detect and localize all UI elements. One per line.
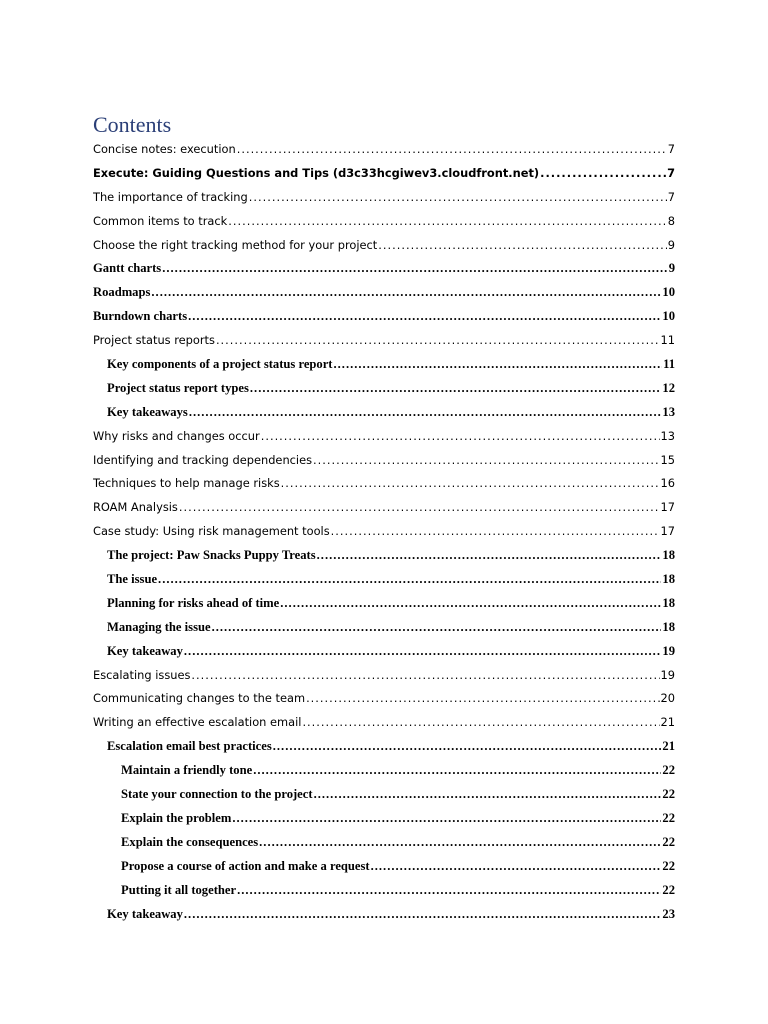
toc-entry[interactable] bbox=[93, 691, 675, 715]
toc-page-number: 22 bbox=[662, 858, 675, 873]
toc-entry-label: Putting it all together bbox=[121, 882, 237, 897]
toc-leader-dots bbox=[306, 691, 659, 705]
toc-leader-dots bbox=[237, 142, 667, 156]
toc-entry[interactable] bbox=[93, 596, 675, 620]
toc-leader-dots bbox=[314, 787, 662, 802]
toc-page-number: 19 bbox=[660, 667, 675, 682]
toc-page-number: 9 bbox=[668, 261, 675, 276]
toc-entry[interactable] bbox=[93, 524, 675, 548]
toc-page-number: 17 bbox=[660, 500, 675, 515]
toc-entry[interactable] bbox=[93, 142, 675, 166]
toc-leader-dots bbox=[237, 883, 661, 898]
toc-entry-label: Execute: Guiding Questions and Tips (d3c33hcgiwev3.cloudfront.net) bbox=[93, 165, 540, 180]
toc-list bbox=[93, 142, 675, 930]
toc-entry-label: Identifying and tracking dependencies bbox=[93, 452, 313, 467]
toc-leader-dots bbox=[232, 811, 661, 826]
toc-entry[interactable] bbox=[93, 429, 675, 453]
toc-entry-label: Concise notes: execution bbox=[93, 142, 236, 156]
toc-entry-label: The importance of tracking bbox=[93, 189, 248, 204]
toc-leader-dots bbox=[216, 333, 660, 347]
toc-entry-label: Explain the problem bbox=[121, 810, 232, 825]
toc-page-number: 11 bbox=[663, 357, 675, 372]
toc-leader-dots bbox=[371, 859, 662, 874]
toc-page-number: 13 bbox=[662, 404, 675, 419]
toc-leader-dots bbox=[162, 261, 667, 276]
toc-entry[interactable] bbox=[93, 261, 675, 285]
toc-page-number: 7 bbox=[667, 189, 675, 204]
toc-page-number: 10 bbox=[662, 309, 675, 324]
toc-entry-label: Explain the consequences bbox=[121, 834, 259, 849]
toc-leader-dots bbox=[317, 548, 662, 563]
toc-page-number: 22 bbox=[662, 882, 675, 897]
toc-entry[interactable] bbox=[93, 907, 675, 931]
toc-entry[interactable] bbox=[93, 453, 675, 477]
toc-entry-label: Case study: Using risk management tools bbox=[93, 524, 330, 539]
toc-leader-dots bbox=[302, 715, 659, 729]
document-page bbox=[93, 112, 675, 930]
toc-entry[interactable] bbox=[93, 883, 675, 907]
toc-page-number: 18 bbox=[662, 595, 675, 610]
toc-leader-dots bbox=[540, 166, 666, 180]
toc-page-number: 13 bbox=[660, 428, 675, 443]
toc-entry-label: Common items to track bbox=[93, 213, 228, 228]
toc-page-number: 11 bbox=[660, 333, 675, 348]
toc-entry[interactable] bbox=[93, 644, 675, 668]
toc-leader-dots bbox=[334, 357, 663, 372]
toc-entry-label: The issue bbox=[107, 572, 158, 587]
toc-leader-dots bbox=[184, 907, 662, 922]
toc-entry[interactable] bbox=[93, 166, 675, 190]
toc-entry[interactable] bbox=[93, 811, 675, 835]
toc-entry-label: Project status report types bbox=[107, 380, 249, 395]
toc-page-number: 9 bbox=[667, 237, 675, 252]
toc-entry-label: Key takeaway bbox=[107, 643, 183, 658]
toc-entry[interactable] bbox=[93, 476, 675, 500]
toc-entry[interactable] bbox=[93, 715, 675, 739]
toc-entry[interactable] bbox=[93, 285, 675, 309]
toc-entry[interactable] bbox=[93, 309, 675, 333]
toc-entry-label: Writing an effective escalation email bbox=[93, 715, 302, 730]
toc-entry-label: The project: Paw Snacks Puppy Treats bbox=[107, 548, 316, 563]
toc-leader-dots bbox=[331, 524, 660, 538]
toc-entry[interactable] bbox=[93, 763, 675, 787]
toc-leader-dots bbox=[261, 429, 660, 443]
toc-entry[interactable] bbox=[93, 500, 675, 524]
toc-page-number: 20 bbox=[660, 691, 675, 706]
toc-entry[interactable] bbox=[93, 787, 675, 811]
toc-page-number: 7 bbox=[667, 165, 675, 180]
toc-entry-label: Propose a course of action and make a request bbox=[121, 858, 370, 873]
toc-entry[interactable] bbox=[93, 333, 675, 357]
toc-entry-label: Project status reports bbox=[93, 333, 215, 348]
toc-entry-label: Gantt charts bbox=[93, 261, 162, 276]
toc-entry-label: Maintain a friendly tone bbox=[121, 763, 253, 778]
toc-page-number: 19 bbox=[662, 643, 675, 658]
toc-entry[interactable] bbox=[93, 190, 675, 214]
toc-page-number: 7 bbox=[667, 142, 675, 156]
toc-leader-dots bbox=[280, 596, 661, 611]
toc-entry-label: Key takeaways bbox=[107, 404, 188, 419]
toc-entry-label: Escalation email best practices bbox=[107, 739, 272, 754]
toc-entry[interactable] bbox=[93, 739, 675, 763]
toc-leader-dots bbox=[249, 190, 667, 204]
toc-leader-dots bbox=[281, 476, 660, 490]
toc-entry[interactable] bbox=[93, 668, 675, 692]
toc-page-number: 8 bbox=[667, 213, 675, 228]
toc-entry-label: Escalating issues bbox=[93, 667, 191, 682]
toc-entry-label: Why risks and changes occur bbox=[93, 428, 260, 443]
toc-entry[interactable] bbox=[93, 835, 675, 859]
toc-entry-label: State your connection to the project bbox=[121, 787, 313, 802]
toc-page-number: 18 bbox=[662, 619, 675, 634]
toc-entry[interactable] bbox=[93, 620, 675, 644]
toc-entry-label: Managing the issue bbox=[107, 619, 211, 634]
toc-page-number: 22 bbox=[662, 787, 675, 802]
toc-entry-label: Choose the right tracking method for your project bbox=[93, 237, 378, 252]
toc-entry-label: Techniques to help manage risks bbox=[93, 476, 280, 491]
toc-page-number: 17 bbox=[660, 524, 675, 539]
toc-page-number: 22 bbox=[662, 834, 675, 849]
toc-entry-label: Burndown charts bbox=[93, 309, 188, 324]
toc-page-number: 15 bbox=[660, 452, 675, 467]
toc-entry[interactable] bbox=[93, 381, 675, 405]
toc-title: Contents bbox=[93, 112, 172, 137]
toc-leader-dots bbox=[378, 238, 666, 252]
toc-entry[interactable] bbox=[93, 405, 675, 429]
toc-leader-dots bbox=[313, 453, 659, 467]
toc-entry[interactable] bbox=[93, 859, 675, 883]
toc-leader-dots bbox=[184, 644, 662, 659]
toc-page-number: 10 bbox=[662, 285, 675, 300]
toc-entry[interactable] bbox=[93, 357, 675, 381]
toc-page-number: 22 bbox=[662, 810, 675, 825]
toc-entry-label: Planning for risks ahead of time bbox=[107, 595, 280, 610]
toc-leader-dots bbox=[212, 620, 662, 635]
toc-leader-dots bbox=[228, 214, 666, 228]
toc-page-number: 21 bbox=[662, 739, 675, 754]
toc-leader-dots bbox=[179, 500, 660, 514]
toc-leader-dots bbox=[191, 668, 659, 682]
toc-page-number: 12 bbox=[662, 380, 675, 395]
toc-entry-label: Key components of a project status report bbox=[107, 357, 333, 372]
toc-leader-dots bbox=[158, 572, 661, 587]
toc-entry[interactable] bbox=[93, 214, 675, 238]
toc-leader-dots bbox=[273, 739, 662, 754]
toc-entry-label: ROAM Analysis bbox=[93, 500, 178, 515]
toc-page-number: 16 bbox=[660, 476, 675, 491]
toc-leader-dots bbox=[250, 381, 662, 396]
toc-entry[interactable] bbox=[93, 548, 675, 572]
toc-entry[interactable] bbox=[93, 238, 675, 262]
toc-page-number: 22 bbox=[662, 763, 675, 778]
toc-leader-dots bbox=[188, 309, 661, 324]
toc-page-number: 23 bbox=[662, 906, 675, 921]
toc-leader-dots bbox=[189, 405, 662, 420]
toc-leader-dots bbox=[253, 763, 661, 778]
toc-leader-dots bbox=[259, 835, 661, 850]
toc-entry-label: Roadmaps bbox=[93, 285, 151, 300]
toc-page-number: 18 bbox=[662, 548, 675, 563]
toc-entry-label: Key takeaway bbox=[107, 906, 183, 921]
toc-leader-dots bbox=[151, 285, 661, 300]
toc-page-number: 21 bbox=[660, 715, 675, 730]
toc-page-number: 18 bbox=[662, 572, 675, 587]
toc-entry[interactable] bbox=[93, 572, 675, 596]
toc-entry-label: Communicating changes to the team bbox=[93, 691, 306, 706]
